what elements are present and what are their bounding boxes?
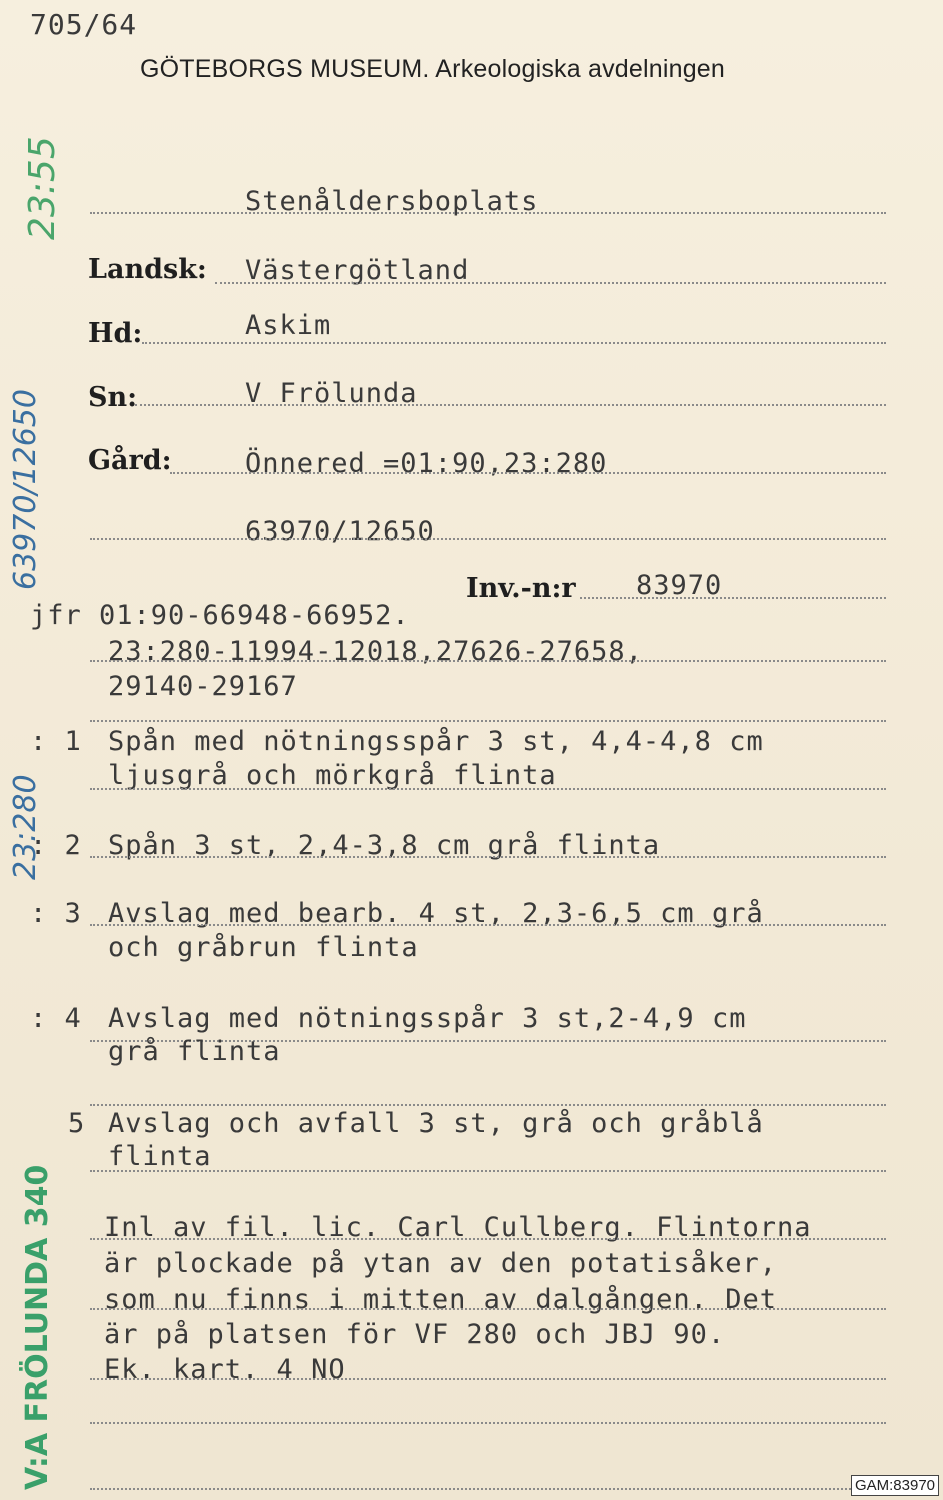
dotted-line xyxy=(90,1104,886,1106)
dotted-line xyxy=(142,342,886,344)
dotted-line xyxy=(90,856,886,858)
item-number: : 2 xyxy=(30,830,82,861)
margin-note-top: 23:55 xyxy=(22,136,63,240)
item-line: Avslag med bearb. 4 st, 2,3-6,5 cm grå xyxy=(108,898,764,929)
landsk-label: Landsk: xyxy=(88,254,207,285)
dotted-line xyxy=(90,1488,886,1490)
dotted-line xyxy=(90,538,886,540)
landsk-value: Västergötland xyxy=(245,255,470,286)
note-line: Ek. kart. 4 NO xyxy=(104,1354,346,1385)
note-line: är på platsen för VF 280 och JBJ 90. xyxy=(104,1319,726,1350)
inv-label: Inv.-n:r xyxy=(466,573,576,604)
item-line: Avslag och avfall 3 st, grå och gråblå xyxy=(108,1108,764,1139)
margin-note-coords: 63970/12650 xyxy=(8,389,43,590)
reference-line: 29140-29167 xyxy=(108,671,298,702)
dotted-line xyxy=(90,924,886,926)
item-line: flinta xyxy=(108,1141,212,1172)
hd-label: Hd: xyxy=(88,318,143,349)
item-number: : 1 xyxy=(30,726,82,757)
dotted-line xyxy=(90,720,886,722)
item-line: och gråbrun flinta xyxy=(108,932,419,963)
dotted-line xyxy=(90,1170,886,1172)
note-line: är plockade på ytan av den potatisåker, xyxy=(104,1248,777,1279)
item-line: Spån 3 st, 2,4-3,8 cm grå flinta xyxy=(108,830,661,861)
museum-header: GÖTEBORGS MUSEUM. Arkeologiska avdelningen xyxy=(140,55,726,83)
dotted-line xyxy=(215,282,886,284)
dotted-line xyxy=(135,404,886,406)
margin-note-ref: 23:280 xyxy=(8,774,43,880)
note-line: som nu finns i mitten av dalgången. Det xyxy=(104,1284,777,1315)
item-line: Spån med nötningsspår 3 st, 4,4-4,8 cm xyxy=(108,726,764,757)
dotted-line xyxy=(90,1308,886,1310)
inv-value: 83970 xyxy=(636,570,723,601)
sn-label: Sn: xyxy=(88,382,138,413)
dotted-line xyxy=(90,1238,886,1240)
note-line: Inl av fil. lic. Carl Cullberg. Flintorna xyxy=(104,1212,812,1243)
reference-line: jfr 01:90-66948-66952. xyxy=(30,600,410,631)
coords-value: 63970/12650 xyxy=(245,516,435,547)
dotted-line xyxy=(580,597,886,599)
dotted-line xyxy=(90,1378,886,1380)
dotted-line xyxy=(90,212,886,214)
archive-id-label: GAM:83970 xyxy=(851,1475,939,1496)
item-number: : 4 xyxy=(30,1003,82,1034)
reference-line: 23:280-11994-12018,27626-27658, xyxy=(108,636,643,667)
item-line: Avslag med nötningsspår 3 st,2-4,9 cm xyxy=(108,1003,747,1034)
item-line: ljusgrå och mörkgrå flinta xyxy=(108,760,557,791)
item-line: grå flinta xyxy=(108,1036,281,1067)
sn-value: V Frölunda xyxy=(245,378,418,409)
hd-value: Askim xyxy=(245,310,332,341)
site-label: V:A FRÖLUNDA 340 xyxy=(20,1164,55,1490)
gard-value: Önnered =01:90,23:280 xyxy=(245,448,608,479)
card-number: 705/64 xyxy=(30,8,138,41)
dotted-line xyxy=(170,472,886,474)
item-number: : 3 xyxy=(30,898,82,929)
gard-label: Gård: xyxy=(88,445,172,476)
dotted-line xyxy=(90,1422,886,1424)
object-type: Stenåldersboplats xyxy=(245,186,539,217)
dotted-line xyxy=(90,660,886,662)
item-number: 5 xyxy=(68,1108,86,1139)
dotted-line xyxy=(90,788,886,790)
